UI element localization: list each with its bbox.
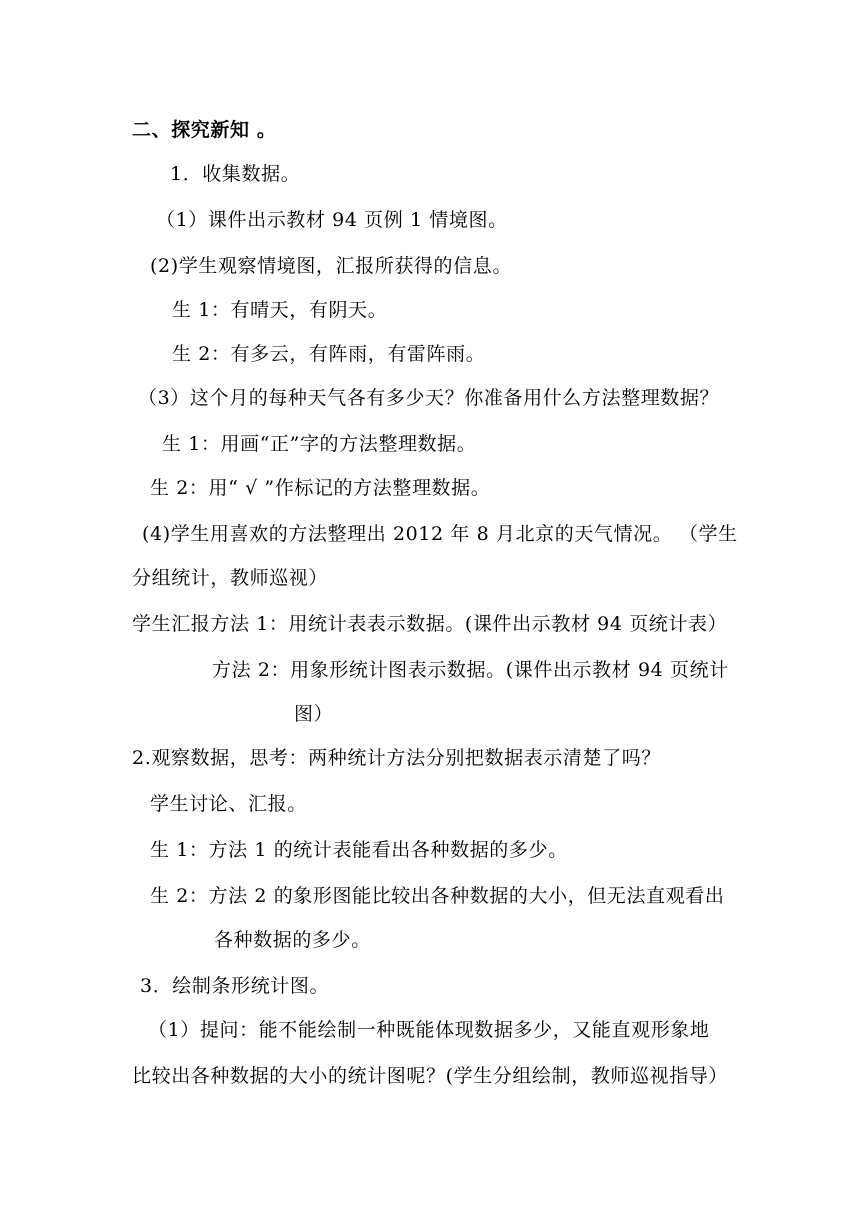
report-method-2-continued: 图） bbox=[294, 703, 334, 725]
student-observation-1: 生 1：方法 1 的统计表能看出各种数据的多少。 bbox=[150, 839, 568, 861]
paragraph-observe-data: 2.观察数据，思考：两种统计方法分别把数据表示清楚了吗？ bbox=[132, 747, 661, 769]
student-discussion: 学生讨论、汇报。 bbox=[150, 793, 307, 815]
student-observation-2: 生 2：方法 2 的象形图能比较出各种数据的大小，但无法直观看出 bbox=[150, 885, 725, 907]
section-heading: 二、探究新知 。 bbox=[132, 119, 277, 141]
paragraph-collect-data: 1．收集数据。 bbox=[170, 163, 301, 185]
student-method-1: 生 1：用画“正”字的方法整理数据。 bbox=[162, 433, 477, 455]
student-answer-1: 生 1：有晴天，有阴天。 bbox=[172, 299, 388, 321]
report-method-1: 学生汇报方法 1：用统计表表示数据。(课件出示教材 94 页统计表） bbox=[132, 613, 728, 635]
student-observation-2-continued: 各种数据的多少。 bbox=[214, 929, 371, 951]
paragraph-step-3: （3）这个月的每种天气各有多少天？你准备用什么方法整理数据？ bbox=[138, 387, 720, 409]
paragraph-draw-bar-chart: 3．绘制条形统计图。 bbox=[140, 975, 330, 997]
paragraph-step-4: (4)学生用喜欢的方法整理出 2012 年 8 月北京的天气情况。 （学生 bbox=[142, 523, 738, 545]
paragraph-step-4-continued: 分组统计，教师巡视） bbox=[132, 567, 329, 589]
report-method-2: 方法 2：用象形统计图表示数据。(课件出示教材 94 页统计 bbox=[212, 659, 729, 681]
paragraph-question: （1）提问：能不能绘制一种既能体现数据多少，又能直观形象地 bbox=[148, 1019, 710, 1041]
paragraph-step-1: （1）课件出示教材 94 页例 1 情境图。 bbox=[156, 209, 508, 231]
paragraph-step-2: (2)学生观察情境图，汇报所获得的信息。 bbox=[150, 255, 512, 277]
paragraph-question-continued: 比较出各种数据的大小的统计图呢？(学生分组绘制，教师巡视指导） bbox=[132, 1065, 729, 1087]
student-method-2: 生 2：用“ √ ”作标记的方法整理数据。 bbox=[150, 477, 491, 499]
student-answer-2: 生 2：有多云，有阵雨，有雷阵雨。 bbox=[172, 343, 486, 365]
